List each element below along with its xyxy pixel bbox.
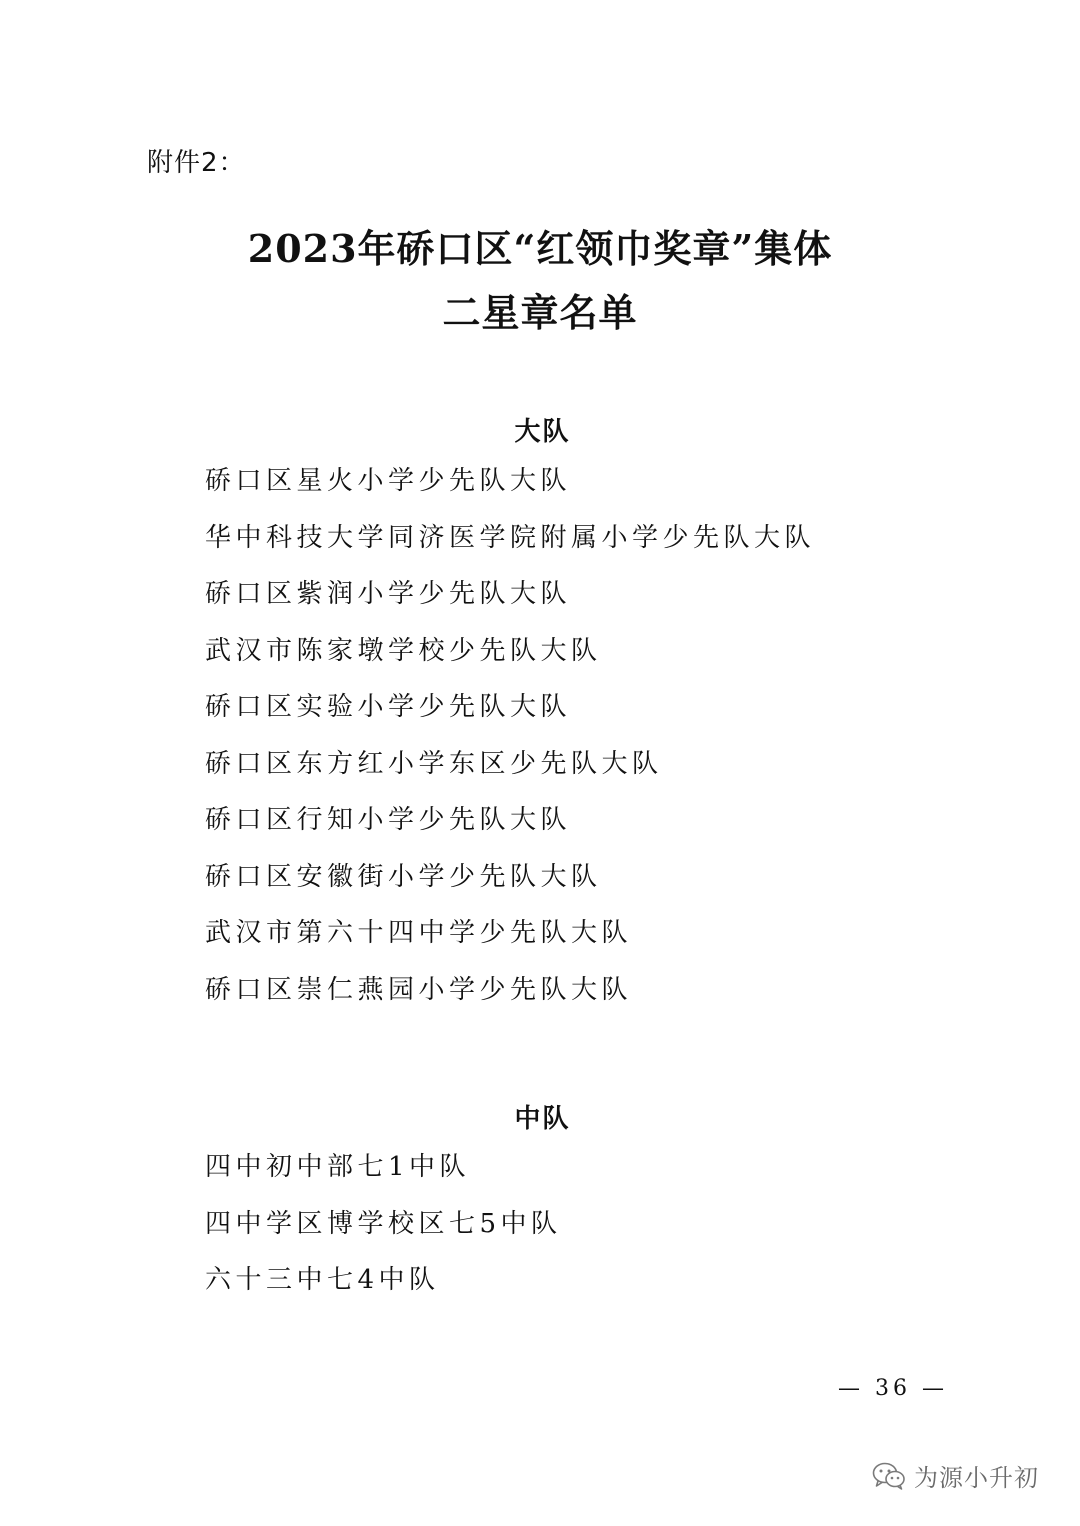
list-item: 硚口区实验小学少先队大队 xyxy=(205,692,572,722)
list-item: 六十三中七4中队 xyxy=(205,1265,440,1295)
list-item: 硚口区崇仁燕园小学少先队大队 xyxy=(205,974,633,1005)
page-number: — 36 — xyxy=(838,1376,948,1401)
list-item: 硚口区安徽街小学少先队大队 xyxy=(205,861,602,892)
watermark xyxy=(872,1458,1039,1493)
attachment-label: 附件2： xyxy=(147,148,246,178)
list-item: 硚口区行知小学少先队大队 xyxy=(205,805,572,835)
document-title-line-2: 二星章名单 xyxy=(442,290,638,335)
wechat-icon xyxy=(872,1462,906,1490)
list-item: 华中科技大学同济医学院附属小学少先队大队 xyxy=(205,522,816,553)
list-item: 硚口区星火小学少先队大队 xyxy=(205,466,572,496)
squadron-list xyxy=(205,1147,562,1317)
watermark-text: 为源小升初 xyxy=(914,1464,1039,1492)
section-heading-squadron: 中队 xyxy=(514,1104,571,1134)
list-item: 武汉市第六十四中学少先队大队 xyxy=(205,918,633,948)
list-item: 硚口区东方红小学东区少先队大队 xyxy=(205,748,663,779)
brigade-list xyxy=(205,461,815,1026)
list-item: 硚口区紫润小学少先队大队 xyxy=(205,579,572,609)
list-item: 四中学区博学校区七5中队 xyxy=(205,1208,562,1239)
list-item: 武汉市陈家墩学校少先队大队 xyxy=(205,635,602,666)
section-heading-brigade: 大队 xyxy=(514,417,571,447)
list-item: 四中初中部七1中队 xyxy=(205,1152,471,1182)
document-title-line-1: 2023年硚口区“红领巾奖章”集体 xyxy=(247,226,833,271)
